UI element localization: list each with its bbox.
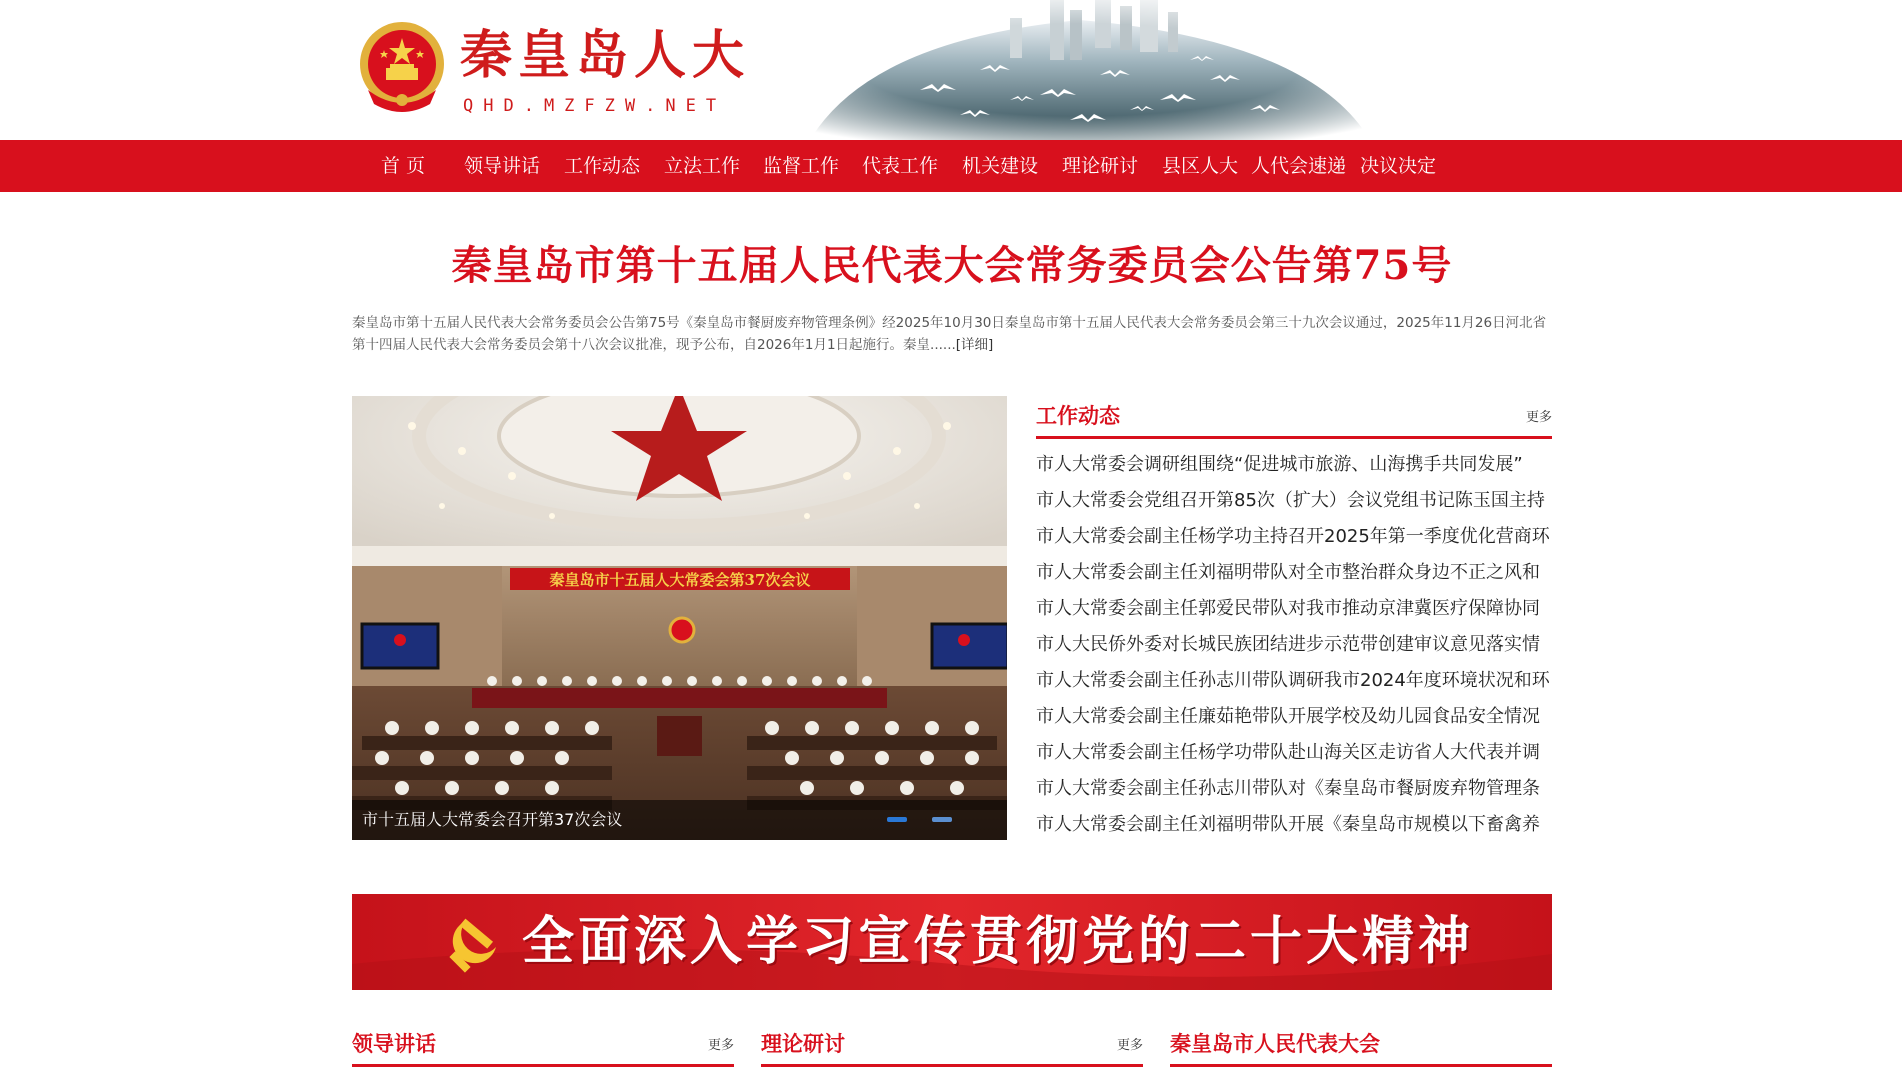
nav-representatives[interactable]: 代表工作 bbox=[862, 155, 939, 177]
news-item[interactable]: 市人大常委会副主任杨学功带队赴山海关区走访省人大代表并调 bbox=[1036, 742, 1540, 763]
headline-title[interactable]: 秦皇岛市第十五届人民代表大会常务委员会公告第75号 bbox=[451, 242, 1453, 289]
meeting-photo[interactable] bbox=[352, 396, 1007, 840]
site-header bbox=[0, 0, 1902, 140]
nav-resolutions[interactable]: 决议决定 bbox=[1360, 155, 1437, 177]
party-congress-banner[interactable] bbox=[352, 894, 1552, 990]
headline-summary-text: 秦皇岛市第十五届人民代表大会常务委员会公告第75号《秦皇岛市餐厨废弃物管理条例》经2025年10月30日秦皇岛市第十五届人民代表大会常务委员会第三十九次会议通过，2025年11月26日河北省第十四届人民代表大会常务委员会第十八次会议批准，现予公布，自2026年1月1日起施行。秦皇...... bbox=[352, 315, 1547, 353]
nav-leader-speeches[interactable]: 领导讲话 bbox=[464, 155, 541, 177]
party-banner-text: 全面深入学习宣传贯彻党的二十大精神 bbox=[522, 911, 1475, 972]
leader-speeches-header bbox=[352, 1024, 734, 1067]
work-news-section bbox=[1036, 396, 1552, 843]
leader-speeches-more-link[interactable]: 更多 bbox=[707, 1038, 734, 1053]
main-nav bbox=[0, 140, 1902, 192]
news-item[interactable]: 市人大常委会党组召开第85次（扩大）会议党组书记陈玉国主持 bbox=[1036, 490, 1545, 511]
photo-carousel[interactable] bbox=[352, 396, 1007, 840]
work-news-list bbox=[1036, 447, 1552, 843]
carousel-caption-bar bbox=[352, 800, 1007, 840]
news-item[interactable]: 市人大常委会副主任刘福明带队对全市整治群众身边不正之风和 bbox=[1036, 562, 1540, 583]
carousel-dot-1[interactable] bbox=[887, 817, 907, 822]
nav-organ-building[interactable]: 机关建设 bbox=[962, 155, 1039, 177]
work-news-header bbox=[1036, 396, 1552, 439]
news-item[interactable]: 市人大常委会副主任刘福明带队开展《秦皇岛市规模以下畜禽养 bbox=[1036, 814, 1540, 835]
news-item[interactable]: 市人大常委会副主任孙志川带队调研我市2024年度环境状况和环 bbox=[1036, 670, 1550, 691]
nav-congress-express[interactable]: 人代会速递 bbox=[1251, 155, 1347, 177]
news-item[interactable]: 市人大民侨外委对长城民族团结进步示范带创建审议意见落实情 bbox=[1036, 634, 1540, 655]
work-news-title[interactable]: 工作动态 bbox=[1036, 404, 1120, 428]
site-title[interactable]: 秦皇岛人大 bbox=[460, 25, 751, 86]
nav-county-congress[interactable]: 县区人大 bbox=[1162, 155, 1239, 177]
theory-research-title[interactable]: 理论研讨 bbox=[761, 1032, 845, 1056]
people-congress-title[interactable]: 秦皇岛市人民代表大会 bbox=[1170, 1032, 1380, 1056]
detail-link[interactable]: [详细] bbox=[955, 337, 994, 353]
headline-summary bbox=[352, 312, 1552, 356]
hammer-sickle-icon bbox=[444, 907, 514, 977]
stage-banner-text: 秦皇岛市十五届人大常委会第37次会议 bbox=[549, 571, 811, 589]
nav-supervision[interactable]: 监督工作 bbox=[763, 155, 840, 177]
work-news-more-link[interactable]: 更多 bbox=[1525, 410, 1552, 425]
header-seascape-image bbox=[750, 0, 1410, 140]
theory-research-more-link[interactable]: 更多 bbox=[1116, 1038, 1143, 1053]
people-congress-header bbox=[1170, 1024, 1552, 1067]
national-emblem-icon[interactable] bbox=[358, 20, 446, 114]
site-domain: QHD.MZFZW.NET bbox=[463, 96, 727, 116]
news-item[interactable]: 市人大常委会调研组围绕“促进城市旅游、山海携手共同发展” bbox=[1036, 454, 1523, 475]
news-item[interactable]: 市人大常委会副主任杨学功主持召开2025年第一季度优化营商环 bbox=[1036, 526, 1550, 547]
nav-work-news[interactable]: 工作动态 bbox=[564, 155, 641, 177]
carousel-caption[interactable]: 市十五届人大常委会召开第37次会议 bbox=[362, 810, 623, 829]
news-item[interactable]: 市人大常委会副主任郭爱民带队对我市推动京津冀医疗保障协同 bbox=[1036, 598, 1540, 619]
people-congress-section bbox=[1170, 1024, 1552, 1067]
carousel-dot-2[interactable] bbox=[932, 817, 952, 822]
news-item[interactable]: 市人大常委会副主任廉茹艳带队开展学校及幼儿园食品安全情况 bbox=[1036, 706, 1540, 727]
nav-legislation[interactable]: 立法工作 bbox=[664, 155, 741, 177]
theory-research-header bbox=[761, 1024, 1143, 1067]
leader-speeches-title[interactable]: 领导讲话 bbox=[352, 1032, 436, 1056]
theory-research-section bbox=[761, 1024, 1143, 1067]
leader-speeches-section bbox=[352, 1024, 734, 1067]
nav-theory-research[interactable]: 理论研讨 bbox=[1062, 155, 1139, 177]
nav-home[interactable]: 首 页 bbox=[381, 155, 426, 177]
news-item[interactable]: 市人大常委会副主任孙志川带队对《秦皇岛市餐厨废弃物管理条 bbox=[1036, 778, 1540, 799]
